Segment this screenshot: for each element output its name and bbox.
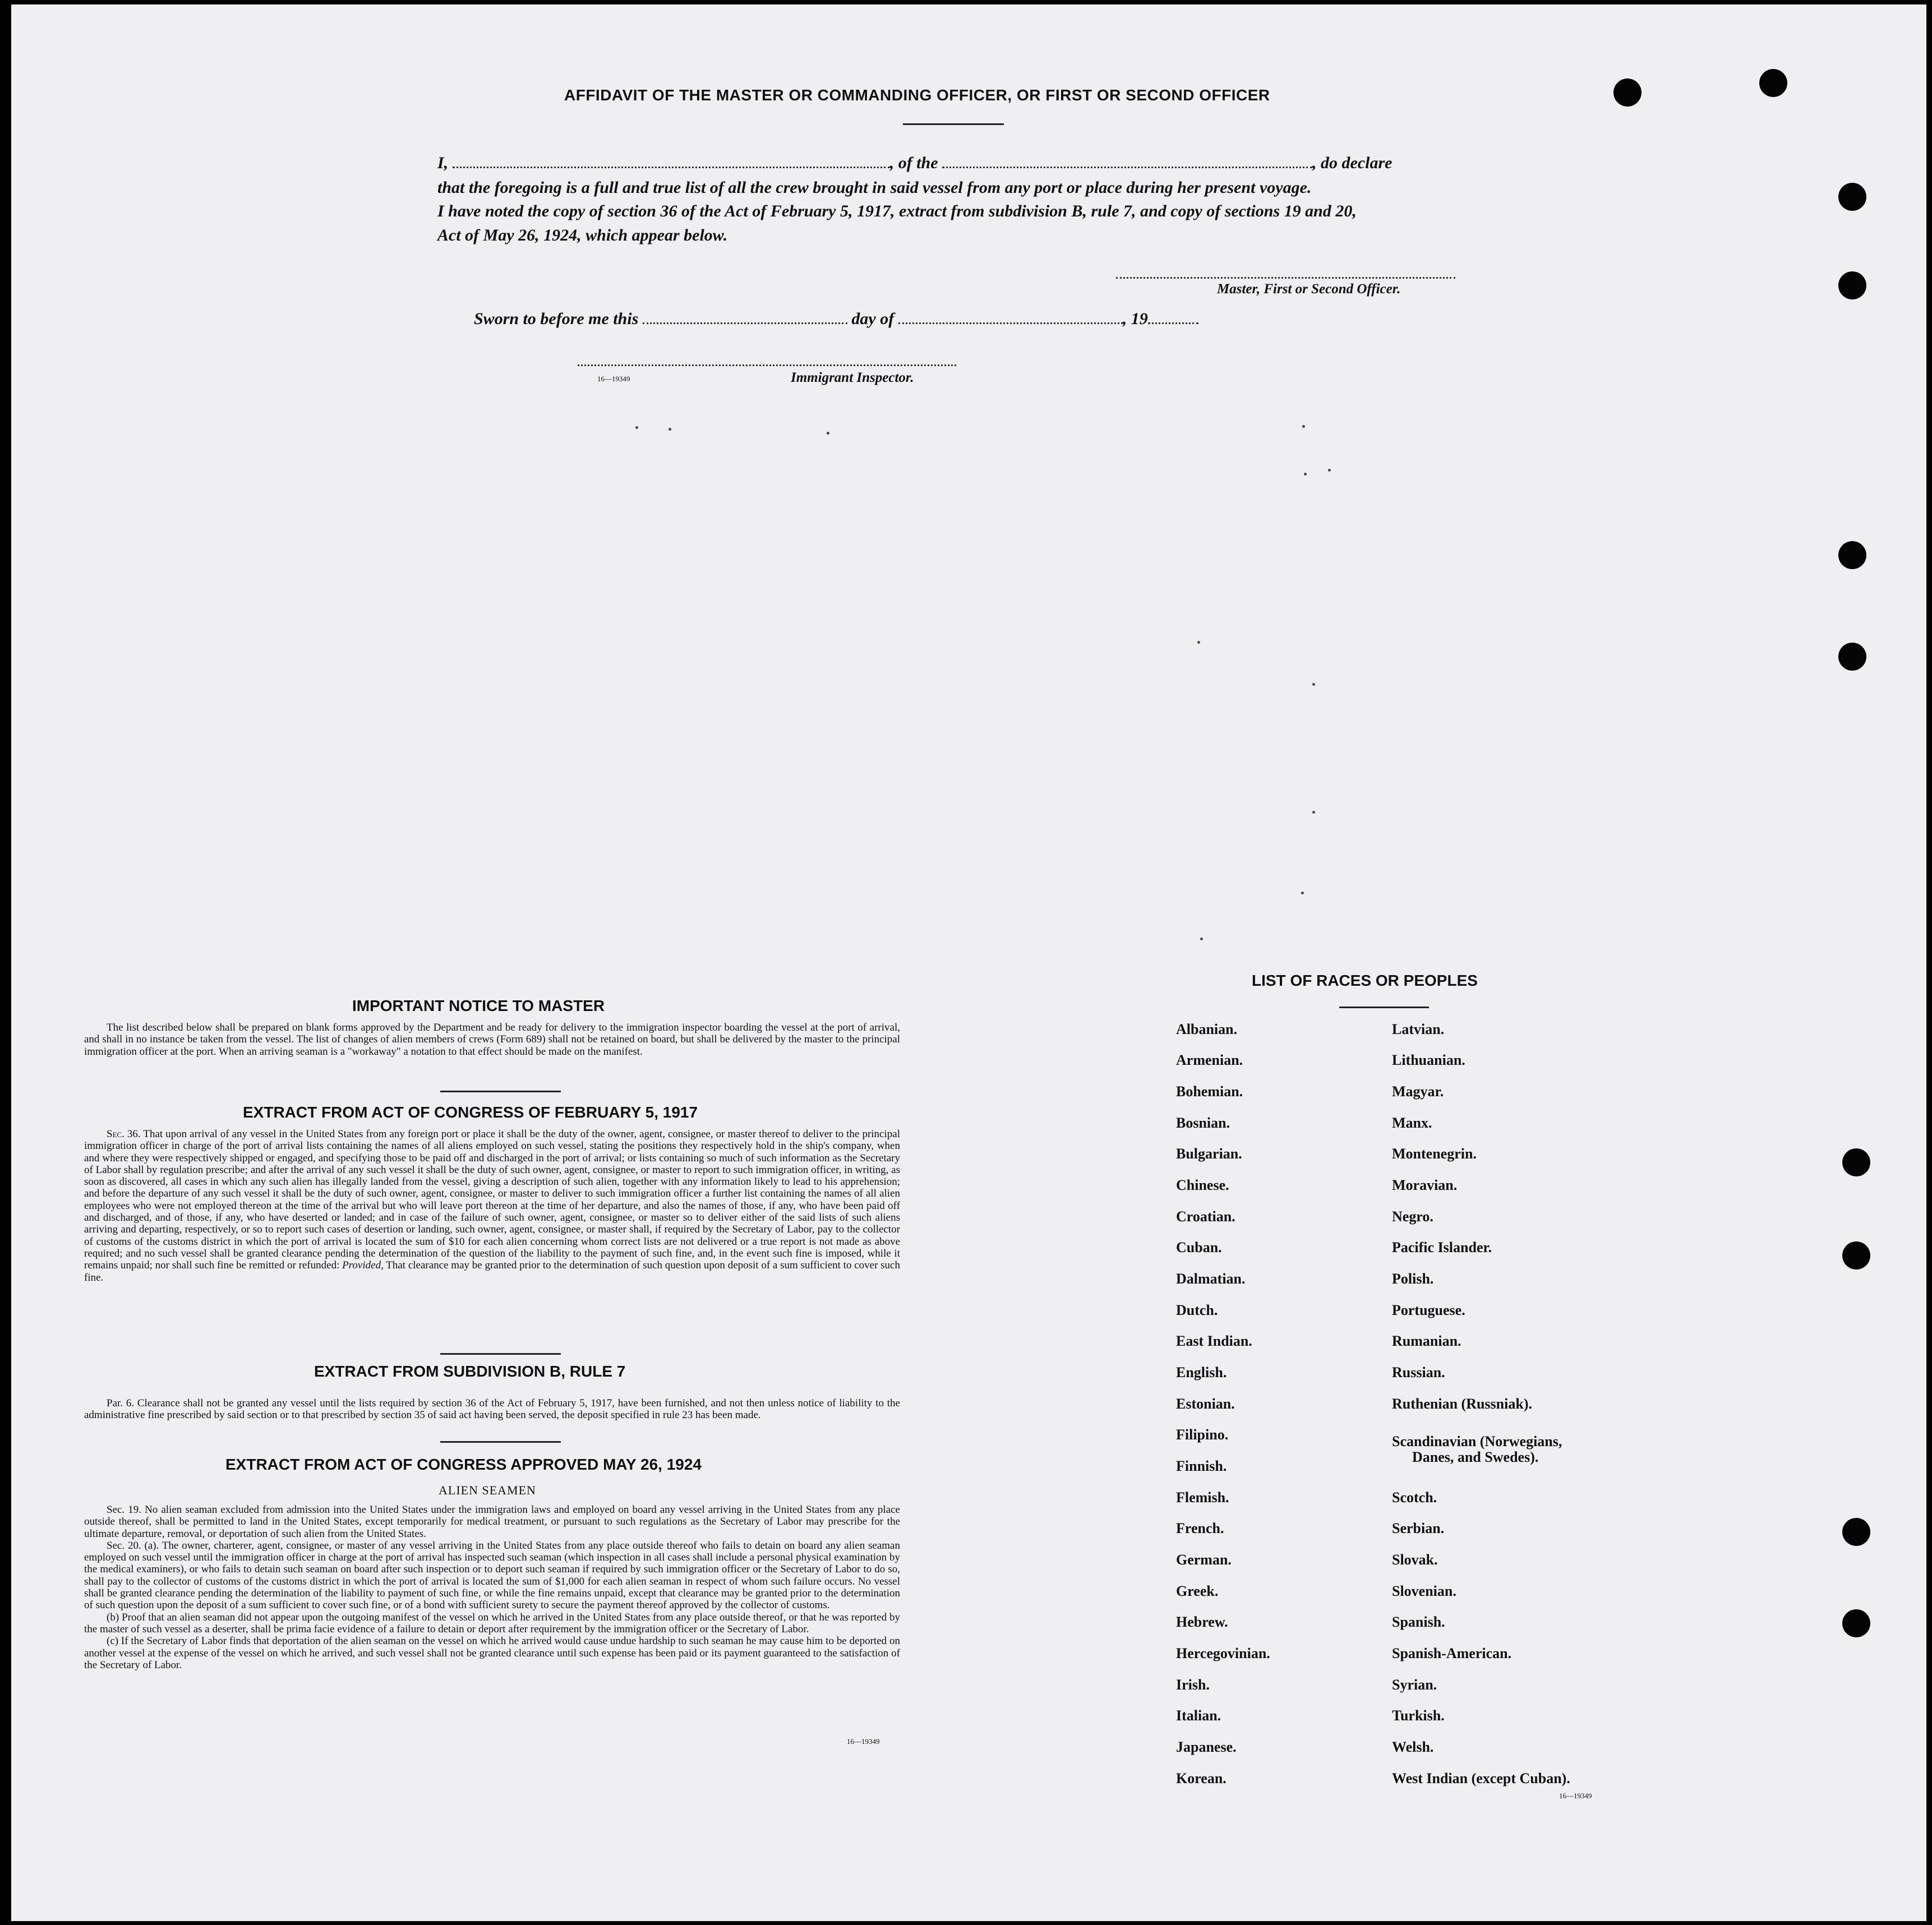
race-item: Bohemian. bbox=[1176, 1083, 1243, 1100]
punch-hole bbox=[1838, 183, 1866, 211]
scan-speck bbox=[827, 432, 829, 435]
declaration-declare: , do declare bbox=[1312, 154, 1392, 172]
inspector-label: Immigrant Inspector. bbox=[791, 370, 914, 385]
extract-1924-text bbox=[84, 1504, 900, 1671]
extract-1924-title: EXTRACT FROM ACT OF CONGRESS APPROVED MAY 26, 1924 bbox=[225, 1456, 702, 1473]
race-item: Bosnian. bbox=[1176, 1115, 1230, 1131]
race-item: French. bbox=[1176, 1520, 1224, 1536]
punch-hole bbox=[1842, 1241, 1870, 1270]
divider bbox=[903, 123, 1004, 125]
scan-speck bbox=[1200, 938, 1203, 940]
month-blank[interactable] bbox=[898, 322, 1123, 324]
year-blank[interactable] bbox=[1148, 322, 1198, 324]
scan-speck bbox=[1302, 425, 1305, 428]
declaration-line-3: I have noted the copy of section 36 of the Act of February 5, 1917, extract from subdivision B, rule 7, and copy of sections 19 and 20, bbox=[437, 202, 1357, 220]
punch-hole bbox=[1838, 643, 1866, 671]
divider bbox=[440, 1441, 561, 1443]
divider bbox=[440, 1091, 561, 1092]
race-item: Rumanian. bbox=[1392, 1333, 1461, 1349]
notice-text bbox=[84, 1022, 900, 1058]
race-item: Flemish. bbox=[1176, 1489, 1229, 1506]
race-item: Hebrew. bbox=[1176, 1614, 1228, 1630]
race-item: Bulgarian. bbox=[1176, 1146, 1242, 1162]
scan-speck bbox=[1301, 892, 1304, 894]
scan-speck bbox=[1304, 473, 1307, 476]
race-item: Finnish. bbox=[1176, 1458, 1227, 1474]
sec-20c-paragraph: (c) If the Secretary of Labor finds that deportation of the alien seaman on the vessel on which he arrived would cause undue hardship to such seaman he may cause him to be deported on another vessel at the expense of the vessel on which he arrived, and such vessel shall not be granted clearance until such expense has been paid or its payment guaranteed to the satisfaction of the Secretary of Labor. bbox=[84, 1635, 900, 1671]
race-item: Syrian. bbox=[1392, 1677, 1437, 1693]
race-item: Italian. bbox=[1176, 1707, 1221, 1724]
race-item: Slovak. bbox=[1392, 1552, 1438, 1568]
sec-36-paragraph bbox=[84, 1128, 900, 1284]
race-item: Pacific Islander. bbox=[1392, 1239, 1492, 1255]
name-blank[interactable] bbox=[453, 167, 890, 168]
punch-hole bbox=[1759, 69, 1787, 97]
punch-hole bbox=[1838, 541, 1866, 569]
race-item: Greek. bbox=[1176, 1583, 1219, 1599]
race-item: Albanian. bbox=[1176, 1021, 1238, 1037]
year-label: , 19 bbox=[1122, 310, 1148, 328]
declaration-of: , of the bbox=[889, 154, 938, 172]
race-item: Scandinavian (Norwegians, bbox=[1392, 1433, 1562, 1449]
sworn-label: Sworn to before me this bbox=[474, 310, 639, 328]
punch-hole bbox=[1838, 271, 1866, 299]
punch-hole bbox=[1613, 79, 1641, 107]
scan-speck bbox=[1312, 811, 1315, 814]
rule-7-text bbox=[84, 1397, 900, 1421]
race-item: Turkish. bbox=[1392, 1707, 1445, 1724]
punch-hole bbox=[1842, 1609, 1870, 1637]
race-item: Moravian. bbox=[1392, 1177, 1458, 1193]
master-signature-line[interactable] bbox=[1116, 277, 1455, 279]
day-blank[interactable] bbox=[643, 322, 847, 324]
divider bbox=[1339, 1007, 1429, 1008]
race-item: Polish. bbox=[1392, 1271, 1434, 1287]
race-item: Dalmatian. bbox=[1176, 1271, 1246, 1287]
race-item: Chinese. bbox=[1176, 1177, 1229, 1193]
master-signature-label: Master, First or Second Officer. bbox=[1217, 281, 1401, 297]
race-item: English. bbox=[1176, 1364, 1227, 1381]
race-item: Armenian. bbox=[1176, 1052, 1243, 1068]
race-item: Magyar. bbox=[1392, 1083, 1444, 1100]
sec-36-body: That upon arrival of any vessel in the United States from any foreign port or place it shall be the duty of the owner, agent, consignee, or master thereof to deliver to the principal immigration officer in charge of the port of arrival lists containing the names of all aliens employed on such vessel, stating the positions they respectively hold in the ship's company, when and where they were respectively shipped or engaged, and specifying those to be paid off and discharged in the port of arrival; or lists containing so much of such information as the Secretary of Labor shall by regulation prescribe; and after the arrival of any such vessel it shall be the duty of such owner, agent, consignee, or master to report to such immigration officer, in writing, as soon as discovered, all cases in which any such alien has illegally landed from the vessel, giving a description of such alien, together with any information likely to lead to his apprehension; and before the departure of any such vessel it shall be the duty of such owner, agent, consignee, or master to deliver to such immigration officer a further list containing the names of all alien employees who were not employed thereon at the time of the arrival but who will leave port thereon at the time of her departure, and also the names of those, if any, who have been paid off and discharged, and of those, if any, who have deserted or landed; and in case of the failure of such owner, agent, consignee, or master so to deliver either of the said lists of such aliens arriving and departing, respectively, or so to report such cases of desertion or landing, such owner, agent, consignee, or master shall, if required by the Secretary of Labor, pay to the collector of customs of the customs district in which the port of arrival is located the sum of $10 for each alien concerning whom correct lists are not delivered or a true report is not made as above required; and no such vessel shall be granted clearance pending the determination of the question of the liability to the payment of such fine, and, in the event such fine is imposed, while it remains unpaid; nor shall such fine be remitted or refunded: bbox=[84, 1128, 900, 1272]
form-number: 16—19349 bbox=[847, 1737, 880, 1746]
race-item: Cuban. bbox=[1176, 1239, 1222, 1255]
race-item: East Indian. bbox=[1176, 1333, 1252, 1349]
inspector-signature-line[interactable] bbox=[578, 364, 956, 366]
race-item: Filipino. bbox=[1176, 1427, 1229, 1443]
sec-36-label: Sec. 36. bbox=[107, 1128, 141, 1140]
race-item: Hercegovinian. bbox=[1176, 1645, 1270, 1661]
alien-seamen-subtitle: ALIEN SEAMEN bbox=[439, 1483, 536, 1497]
race-item: Portuguese. bbox=[1392, 1302, 1465, 1318]
form-number: 16—19349 bbox=[1559, 1792, 1592, 1800]
race-item: Serbian. bbox=[1392, 1520, 1445, 1536]
race-item: Korean. bbox=[1176, 1770, 1226, 1786]
race-item: Estonian. bbox=[1176, 1396, 1235, 1412]
race-item: Spanish-American. bbox=[1392, 1645, 1512, 1661]
scan-speck bbox=[668, 428, 671, 431]
sec-20b-paragraph: (b) Proof that an alien seaman did not appear upon the outgoing manifest of the vessel on which he arrived in the United States from any place outside thereof, or that he was reported by the master of such vessel as a deserter, shall be prima facie evidence of a failure to detain or deport after requirement by the immigration officer or the Secretary of Labor. bbox=[84, 1611, 900, 1635]
race-item: Dutch. bbox=[1176, 1302, 1218, 1318]
sec-19-paragraph: Sec. 19. No alien seaman excluded from admission into the United States under the immigration laws and employed on board any vessel arriving in the United States from any place outside thereof, shall be permitted to land in the United States, except temporarily for medical treatment, or pursuant to such regulations as the Secretary of Labor may prescribe for the ultimate departure, removal, or deportation of such alien from the United States. bbox=[84, 1504, 900, 1540]
affidavit-title: AFFIDAVIT OF THE MASTER OR COMMANDING OFFICER, OR FIRST OR SECOND OFFICER bbox=[564, 86, 1270, 104]
sworn-line bbox=[474, 310, 1198, 329]
race-item: Negro. bbox=[1392, 1208, 1433, 1225]
divider bbox=[440, 1353, 561, 1355]
race-item: Manx. bbox=[1392, 1115, 1432, 1131]
vessel-blank[interactable] bbox=[942, 167, 1312, 168]
race-item: Scotch. bbox=[1392, 1489, 1437, 1506]
scan-speck bbox=[1328, 469, 1331, 472]
notice-paragraph: The list described below shall be prepared on blank forms approved by the Department and be ready for delivery to the immigration inspector boarding the vessel at the port of arrival, and shall in no instance be taken from the vessel. The list of changes of alien members of crews (Form 689) shall not be retained on board, but shall be delivered by the master to the principal immigration officer at the port. When an arriving seaman is a "workaway" a notation to that effect should be made on the manifest. bbox=[84, 1022, 900, 1058]
race-item: Russian. bbox=[1392, 1364, 1445, 1381]
scan-speck bbox=[1197, 641, 1200, 644]
par-6-paragraph: Par. 6. Clearance shall not be granted any vessel until the lists required by section 36 of the Act of February 5, 1917, have been furnished, and not then unless notice of liability to the administrative fine prescribed by said section or to that prescribed by section 35 of said act having been served, the deposit specified in rule 23 has been made. bbox=[84, 1397, 900, 1421]
race-item: Japanese. bbox=[1176, 1739, 1237, 1755]
provided-word: Provided, bbox=[342, 1259, 384, 1272]
day-of-label: day of bbox=[851, 310, 894, 328]
race-item: Slovenian. bbox=[1392, 1583, 1456, 1599]
scan-speck bbox=[1312, 683, 1315, 686]
scan-speck bbox=[635, 426, 638, 429]
sec-20a-paragraph: Sec. 20. (a). The owner, charterer, agent, consignee, or master of any vessel arriving in the United States from any place outside thereof who fails to detain on board any alien seaman employed on such vessel until the immigration officer in charge at the port of arrival has inspected such seaman (which inspection in all cases shall include a personal physical examination by the medical examiners), or who fails to detain such seaman on board after such inspection or to deport such seaman if required by such immigration officer or the Secretary of Labor to do so, shall pay to the collector of customs of the customs district in which the port of arrival is located the sum of $1,000 for each alien seaman in respect of whom such failure occurs. No vessel shall be granted clearance pending the determination of the liability to payment of such fine, or while the fine remains unpaid, except that clearance may be granted prior to the determination of such question upon the deposit of a sum sufficient to cover such fine, or of a bond with sufficient surety to secure the payment thereof approved by the collector of customs. bbox=[84, 1539, 900, 1612]
race-item: Latvian. bbox=[1392, 1021, 1445, 1037]
declaration-line-1 bbox=[437, 154, 1392, 173]
race-item: Spanish. bbox=[1392, 1614, 1445, 1630]
extract-1917-title: EXTRACT FROM ACT OF CONGRESS OF FEBRUARY 5, 1917 bbox=[243, 1104, 698, 1121]
race-item: Montenegrin. bbox=[1392, 1146, 1477, 1162]
race-item: Lithuanian. bbox=[1392, 1052, 1465, 1068]
race-item: Croatian. bbox=[1176, 1208, 1235, 1225]
races-title: LIST OF RACES OR PEOPLES bbox=[1252, 972, 1478, 989]
race-item: German. bbox=[1176, 1552, 1232, 1568]
race-item: Irish. bbox=[1176, 1677, 1210, 1693]
race-item: West Indian (except Cuban). bbox=[1392, 1770, 1570, 1786]
race-item: Ruthenian (Russniak). bbox=[1392, 1396, 1532, 1412]
declaration-line-2: that the foregoing is a full and true list of all the crew brought in said vessel from any port or place during her present voyage. bbox=[437, 178, 1312, 197]
extract-1917-text bbox=[84, 1128, 900, 1284]
race-item: Danes, and Swedes). bbox=[1412, 1449, 1539, 1465]
notice-title: IMPORTANT NOTICE TO MASTER bbox=[352, 997, 605, 1014]
rule-7-title: EXTRACT FROM SUBDIVISION B, RULE 7 bbox=[314, 1363, 626, 1380]
punch-hole bbox=[1842, 1148, 1870, 1176]
sec-36-tail: That clearance may be granted prior to the determination of such question upon deposit of a sum sufficient to cover such fine. bbox=[84, 1259, 900, 1284]
declaration-i: I, bbox=[437, 154, 449, 172]
declaration-line-4: Act of May 26, 1924, which appear below. bbox=[437, 226, 728, 244]
race-item: Welsh. bbox=[1392, 1739, 1434, 1755]
punch-hole bbox=[1842, 1518, 1870, 1546]
form-number: 16—19349 bbox=[597, 375, 630, 383]
